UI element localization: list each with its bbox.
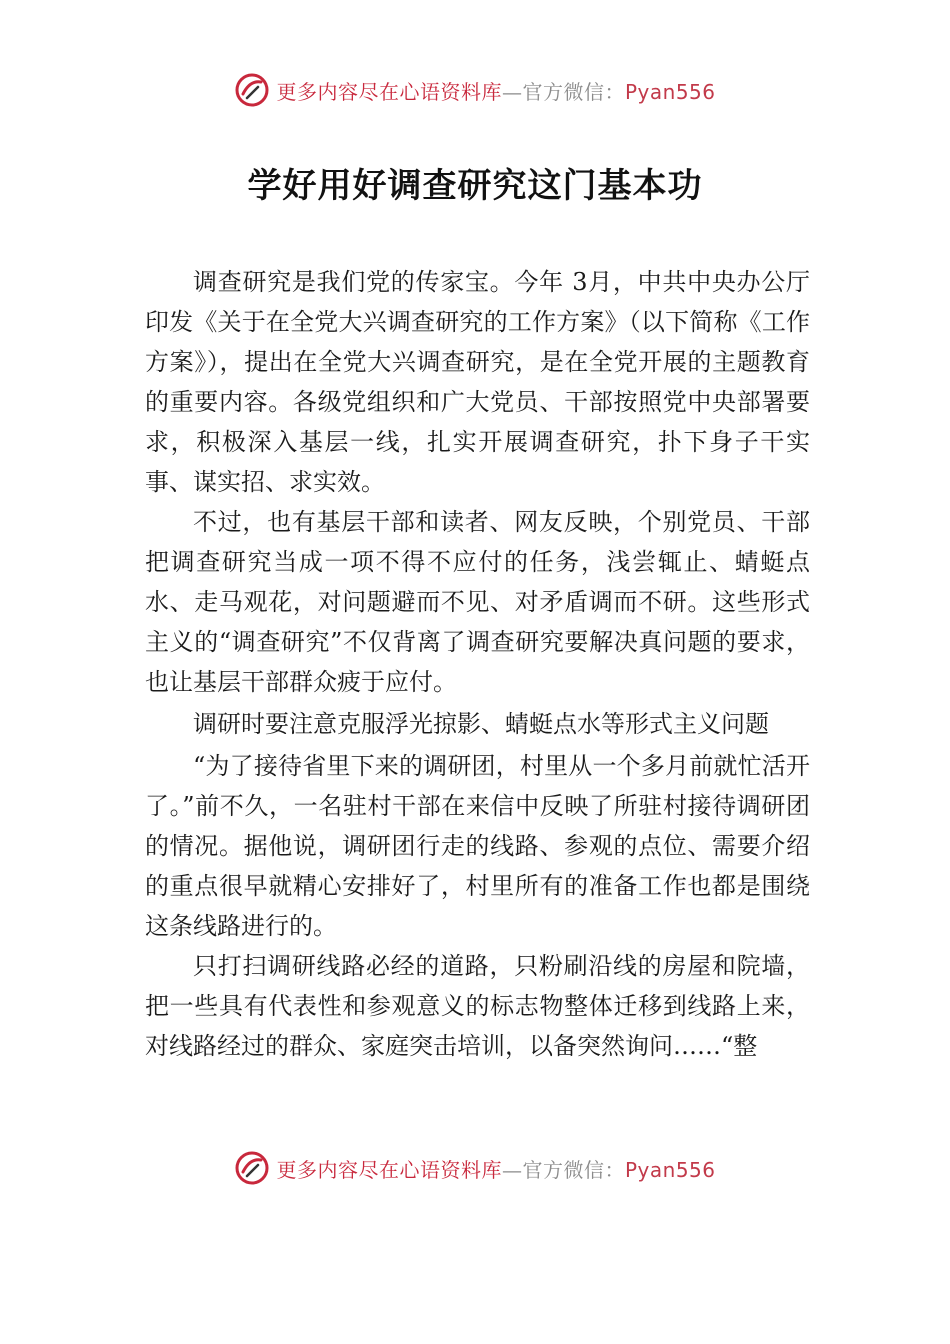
brand-logo-icon	[234, 72, 270, 108]
article-body	[145, 262, 810, 1066]
brand-logo-icon	[234, 1150, 270, 1186]
article-title: 学好用好调查研究这门基本功	[247, 166, 703, 206]
banner-label: 官方微信：	[522, 1157, 625, 1182]
banner-dash: —	[501, 79, 523, 104]
banner-main-text: 更多内容尽在心语资料库	[276, 1157, 502, 1182]
banner-main-text: 更多内容尽在心语资料库	[276, 79, 502, 104]
paragraph: 只打扫调研线路必经的道路，只粉刷沿线的房屋和院墙，把一些具有代表性和参观意义的标志物整体迁移到线路上来，对线路经过的群众、家庭突击培训，以备突然询问……“整	[145, 952, 810, 1060]
paragraph: 不过，也有基层干部和读者、网友反映，个别党员、干部把调查研究当成一项不得不应付的任务，浅尝辄止、蜻蜓点水、走马观花，对问题避而不见、对矛盾调而不研。这些形式主义的“调查研究”不仅背离了调查研究要解决真问题的要求，也让基层干部群众疲于应付。	[145, 508, 810, 696]
banner-wechat-id: Pyan556	[624, 1157, 716, 1182]
header-banner	[0, 72, 950, 108]
section-heading: 调研时要注意克服浮光掠影、蜻蜓点水等形式主义问题	[193, 710, 769, 738]
paragraph: 调查研究是我们党的传家宝。今年 3月，中共中央办公厅印发《关于在全党大兴调查研究的工作方案》（以下简称《工作方案》），提出在全党大兴调查研究，是在全党开展的主题教育的重要内容。各级党组织和广大党员、干部按照党中央部署要求，积极深入基层一线，扎实开展调查研究，扑下身子干实事、谋实招、求实效。	[145, 268, 810, 496]
banner-dash: —	[501, 1157, 523, 1182]
footer-banner	[0, 1150, 950, 1186]
paragraph: “为了接待省里下来的调研团，村里从一个多月前就忙活开了。”前不久，一名驻村干部在来信中反映了所驻村接待调研团的情况。据他说，调研团行走的线路、参观的点位、需要介绍的重点很早就精心安排好了，村里所有的准备工作也都是围绕这条线路进行的。	[145, 752, 810, 940]
banner-wechat-id: Pyan556	[624, 79, 716, 104]
banner-label: 官方微信：	[522, 79, 625, 104]
